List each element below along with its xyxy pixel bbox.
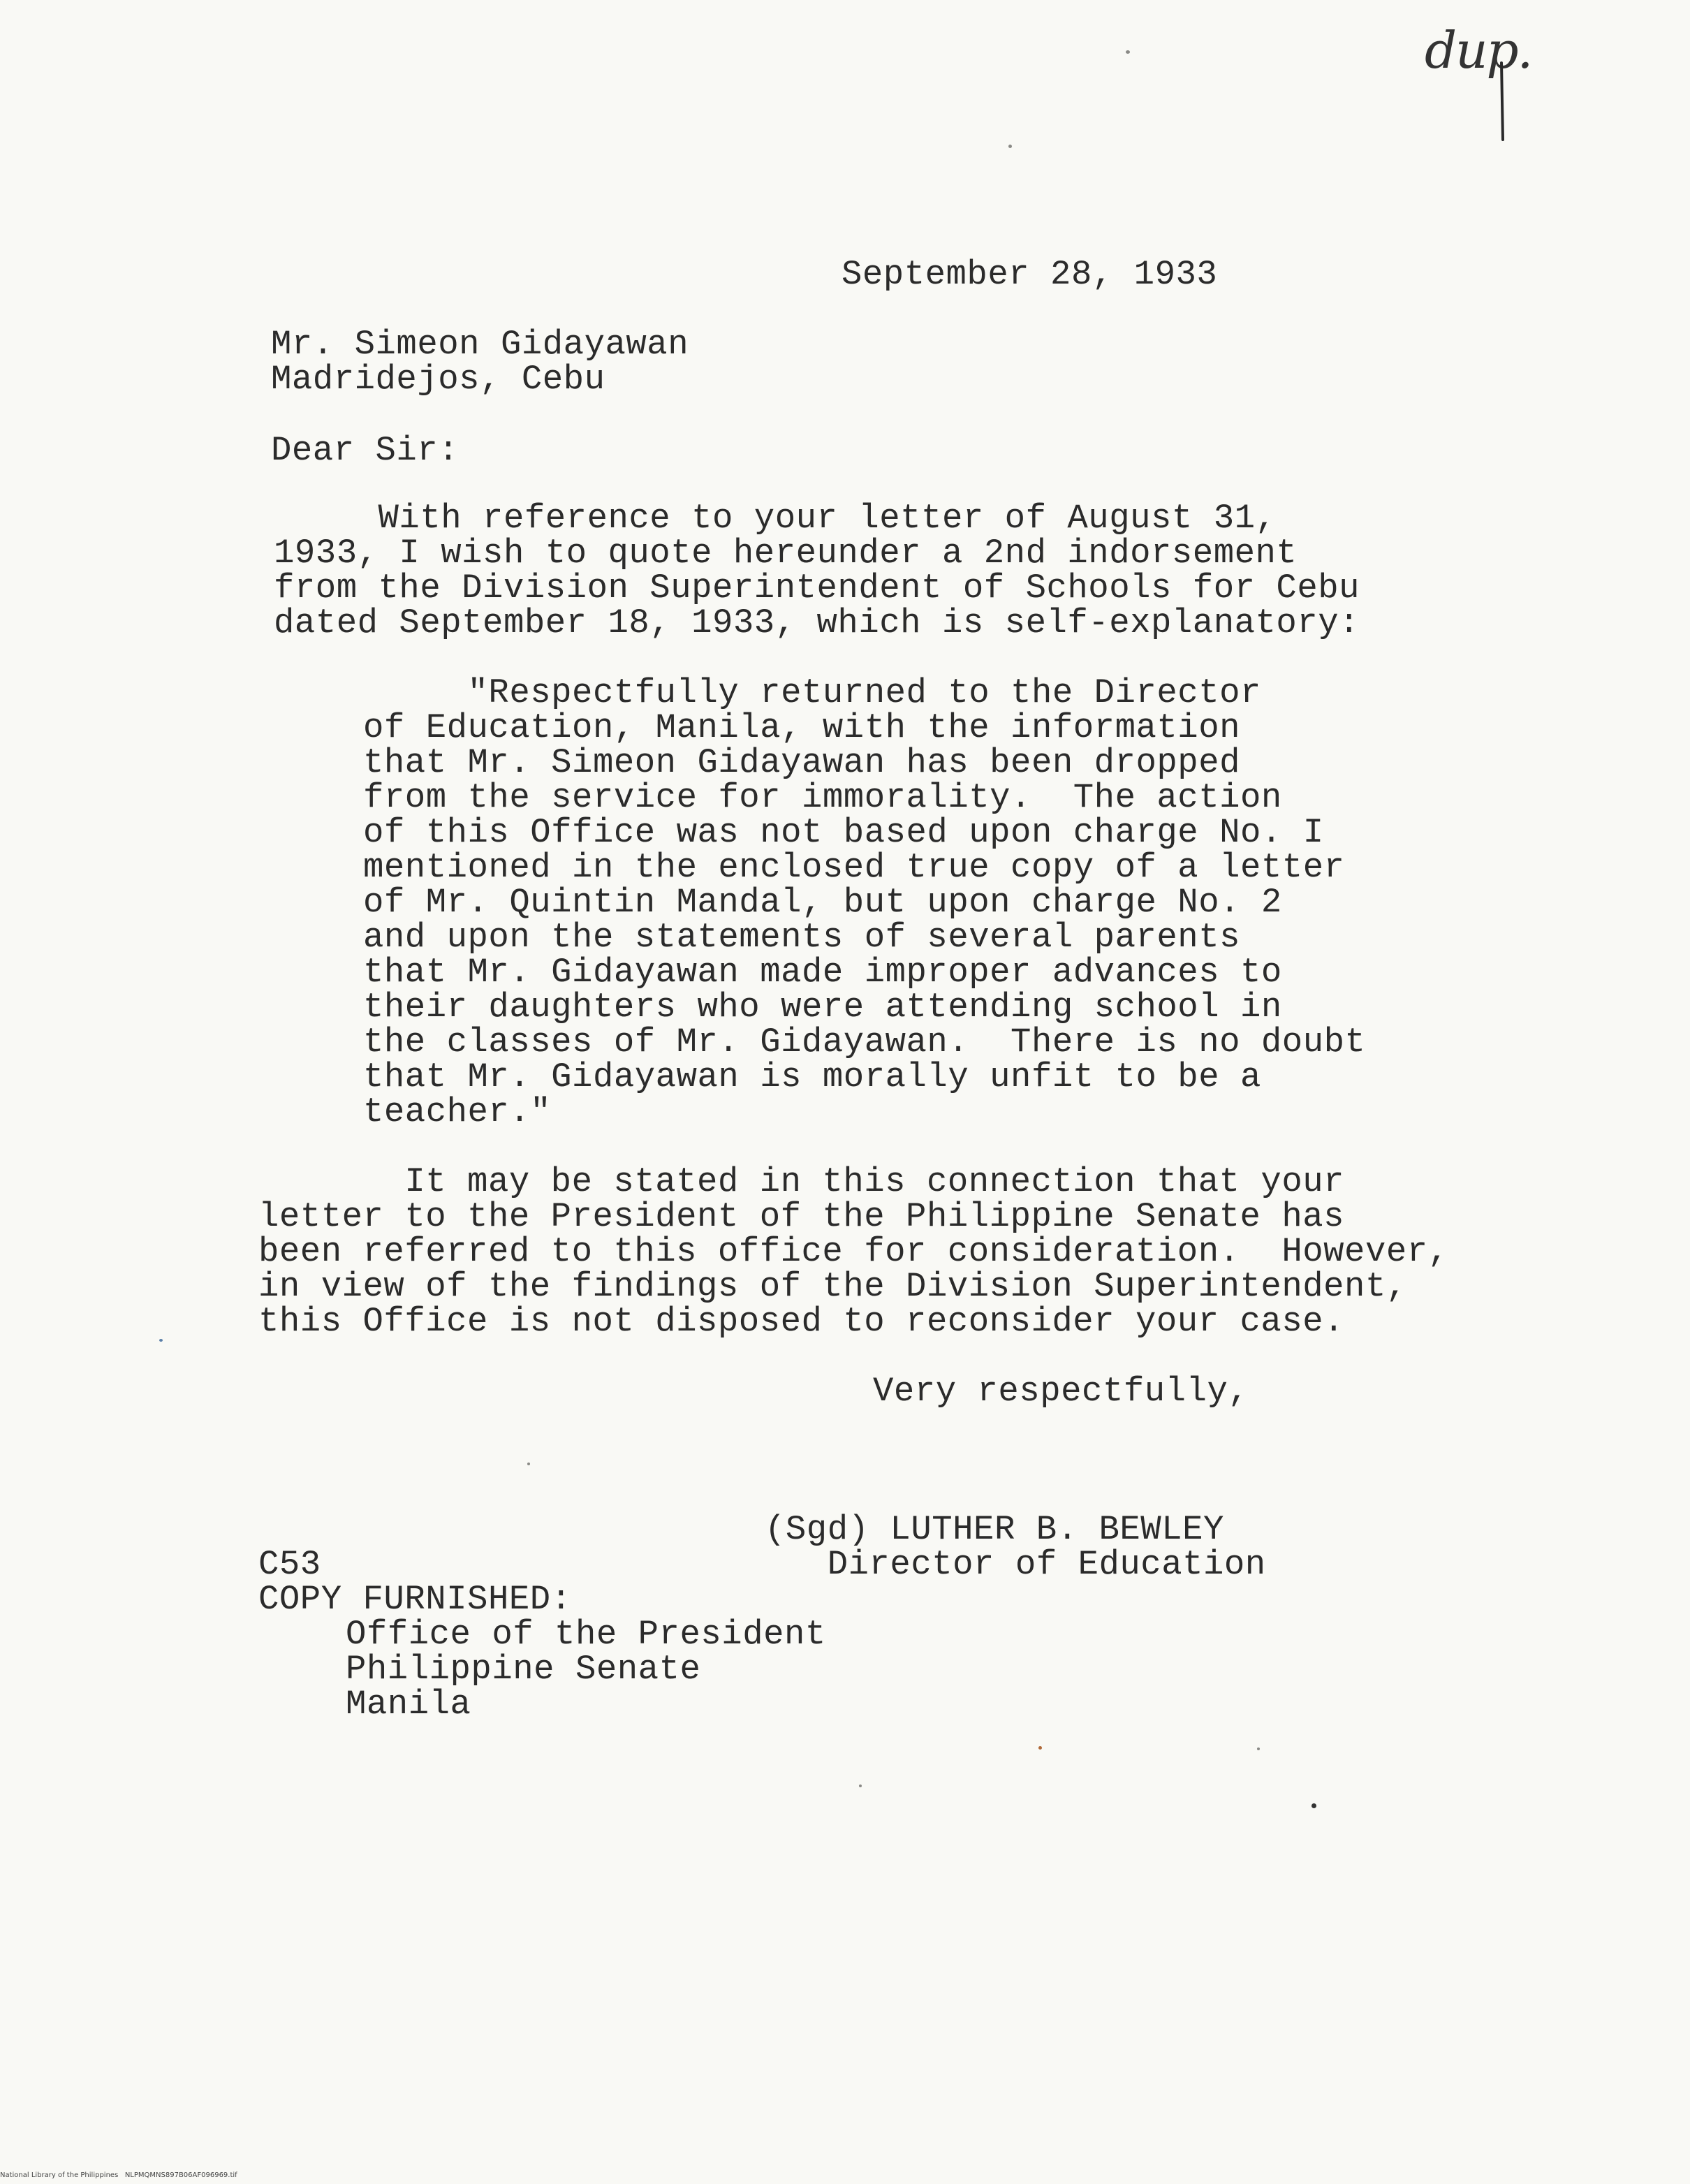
scan-speck (859, 1784, 862, 1787)
quotation-line: that Mr. Gidayawan made improper advances to (363, 953, 1282, 992)
paragraph-2-line: It may be stated in this connection that your (258, 1162, 1345, 1201)
scan-speck (527, 1463, 530, 1465)
quotation-line: and upon the statements of several parents (363, 918, 1241, 957)
paragraph-2-line: letter to the President of the Philippine Senate has (258, 1197, 1345, 1236)
signature-name: (Sgd) LUTHER B. BEWLEY (765, 1510, 1224, 1549)
quotation-line: the classes of Mr. Gidayawan. There is no doubt (363, 1023, 1366, 1062)
scan-speck (1126, 50, 1130, 54)
paragraph-1-line: 1933, I wish to quote hereunder a 2nd indorsement (274, 534, 1298, 573)
archive-stamp: National Library of the Philippines NLPMQMNS897B06AF096969.tif (0, 2171, 237, 2179)
salutation: Dear Sir: (271, 431, 460, 470)
scan-speck (1311, 1803, 1316, 1808)
scan-speck (1038, 1746, 1042, 1750)
quotation-line: that Mr. Simeon Gidayawan has been dropped (363, 743, 1241, 782)
copy-furnished-recipient: Office of the President (346, 1615, 826, 1654)
quotation-line: of this Office was not based upon charge No. I (363, 813, 1324, 852)
quotation-line: that Mr. Gidayawan is morally unfit to be a (363, 1057, 1261, 1097)
copy-furnished-label: COPY FURNISHED: (258, 1580, 572, 1619)
reference-code: C53 (258, 1545, 321, 1584)
paragraph-2-line: in view of the findings of the Division Superintendent, (258, 1267, 1407, 1306)
quotation-line: "Respectfully returned to the Director (363, 673, 1261, 712)
quotation-line: of Education, Manila, with the information (363, 708, 1241, 747)
signature-title: Director of Education (765, 1545, 1266, 1584)
closing: Very respectfully, (873, 1372, 1249, 1411)
quotation-line: their daughters who were attending school in (363, 988, 1282, 1027)
paragraph-1-line: With reference to your letter of August 31, (274, 499, 1277, 538)
paragraph-1-line: from the Division Superintendent of Schools for Cebu (274, 569, 1360, 608)
quotation-line: teacher." (363, 1092, 552, 1131)
scan-speck (159, 1339, 163, 1342)
handwritten-note: dup. (1425, 21, 1532, 80)
paragraph-2-line: been referred to this office for consideration. However, (258, 1232, 1449, 1271)
copy-furnished-recipient: Manila (346, 1685, 471, 1724)
quotation-line: mentioned in the enclosed true copy of a letter (363, 848, 1345, 887)
handwritten-annotation (1425, 21, 1532, 147)
quotation-line: of Mr. Quintin Mandal, but upon charge No. 2 (363, 883, 1282, 922)
addressee-location: Madridejos, Cebu (271, 360, 605, 399)
letter-date: September 28, 1933 (842, 255, 1218, 294)
quotation-line: from the service for immorality. The action (363, 778, 1282, 817)
handwriting-stroke (1425, 21, 1532, 147)
scan-speck (1008, 145, 1012, 148)
scan-speck (1257, 1747, 1260, 1750)
paragraph-2-line: this Office is not disposed to reconsider your case. (258, 1302, 1345, 1341)
addressee-name: Mr. Simeon Gidayawan (271, 325, 689, 364)
paragraph-1-line: dated September 18, 1933, which is self-explanatory: (274, 603, 1360, 643)
copy-furnished-recipient: Philippine Senate (346, 1650, 701, 1689)
